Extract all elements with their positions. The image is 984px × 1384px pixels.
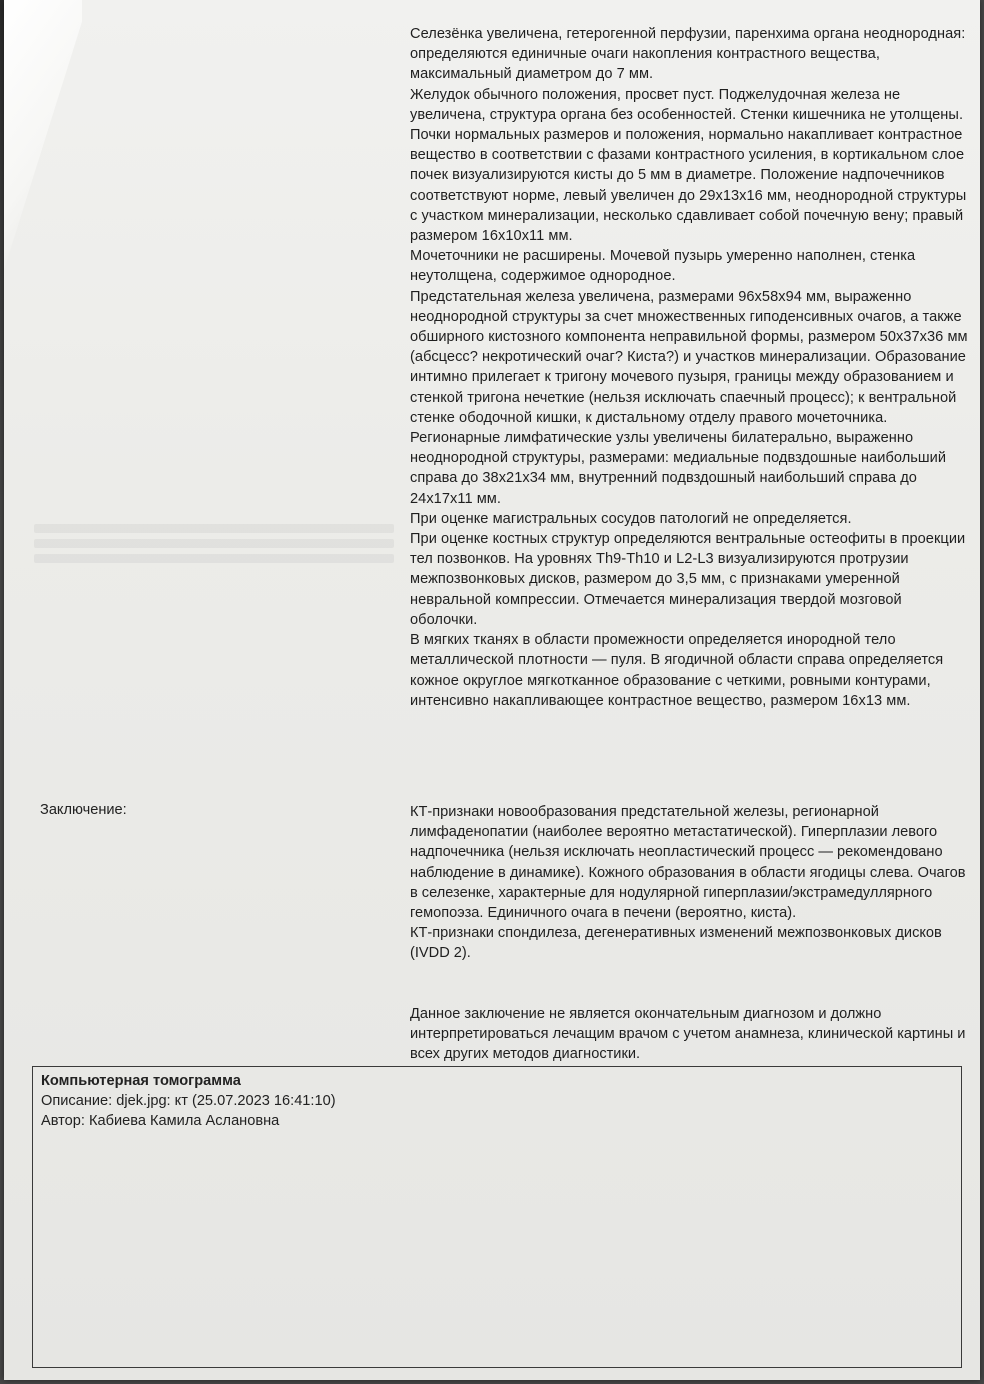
image-attachment-header [41,1071,336,1131]
conclusion-paragraph: КТ-признаки новообразования предстательной железы, регионарной лимфаденопатии (наиболее вероятно метастатической). Гиперплазии левого надпочечника (нельзя исключать неопластический процесс — рекомендовано наблюдение в динамике). Кожного образования в области ягодицы слева. Очагов в селезенке, характерные для нодулярной гиперплазии/экстрамедуллярного гемопоэза. Единичного очага в печени (вероятно, киста). [410,804,966,922]
findings-paragraph: При оценке костных структур определяются вентральные остеофиты в проекции тел позвонков. На уровнях Th9-Th10 и L2-L3 визуализируются протрузии межпозвонковых дисков, размером до 3,5 мм, с признаками умеренной невральной компрессии. Отмечается минерализация твердой мозговой оболочки. [410,531,966,628]
findings-paragraph: Почки нормальных размеров и положения, нормально накапливает контрастное вещество в соответствии с фазами контрастного усиления, в кортикальном слое почек визуализируются кисты до 5 мм в диаметре. Положение надпочечников соответствуют норме, левый увеличен до 29x13x16 мм, неоднородной структуры с участком минерализации, несколько сдавливает собой почечную вену; правый размером 16x10x11 мм. [410,127,967,245]
findings-paragraph: Мочеточники не расширены. Мочевой пузырь умеренно наполнен, стенка неутолщена, содержимое однородное. [410,248,916,285]
conclusion-paragraph: КТ-признаки спондилеза, дегенеративных изменений межпозвонковых дисков (IVDD 2). [410,925,942,962]
conclusion-label: Заключение: [40,802,127,818]
image-attachment-box [32,1066,962,1368]
image-attachment-author: Автор: Кабиева Камила Аслановна [41,1113,280,1129]
image-attachment-title: Компьютерная томограмма [41,1073,241,1089]
disclaimer-text: Данное заключение не является окончательным диагнозом и должно интерпретироваться лечащим врачом с учетом анамнеза, клинической картины и всех других методов диагностики. [410,1006,966,1063]
findings-paragraph: Предстательная железа увеличена, размерами 96x58x94 мм, выраженно неоднородной структуры за счет множественных гиподенсивных очагов, а также обширного кистозного компонента неправильной формы, размером 50x37x36 мм (абсцесс? некротический очаг? Киста?) и участков минерализации. Образование интимно прилегает к тригону мочевого пузыря, границы между образованием и стенкой тригона нечеткие (нельзя исключать спаечный процесс); к вентральной стенке ободочной кишки, к дистальному отделу правого мочеточника. Регионарные лимфатические узлы увеличены билатерально, выраженно неоднородной структуры, размерами: медиальные подвздошные наибольший справа до 38x21x34 мм, внутренний подвздошный наибольший справа до 24x17x11 мм. [410,288,968,507]
show-through-text [34,520,394,566]
image-attachment-description: Описание: djek.jpg: кт (25.07.2023 16:41:10) [41,1093,336,1109]
findings-paragraph: При оценке магистральных сосудов патологий не определяется. [410,510,852,527]
findings-section [410,24,968,711]
folded-corner [4,0,82,270]
findings-paragraph: Желудок обычного положения, просвет пуст. Поджелудочная железа не увеличена, структура органа без особенностей. Стенки кишечника не утолщены. [410,86,964,123]
findings-paragraph: В мягких тканях в области промежности определяется инородной тело металлической плотности — пуля. В ягодичной области справа определяется кожное округлое мягкотканное образование с четкими, ровными контурами, интенсивно накапливающее контрастное вещество, размером 16x13 мм. [410,632,944,709]
conclusion-section [410,802,968,964]
findings-paragraph: Селезёнка увеличена, гетерогенной перфузии, паренхима органа неоднородная: определяются единичные очаги накопления контрастного вещества, максимальный диаметром до 7 мм. [410,26,966,83]
